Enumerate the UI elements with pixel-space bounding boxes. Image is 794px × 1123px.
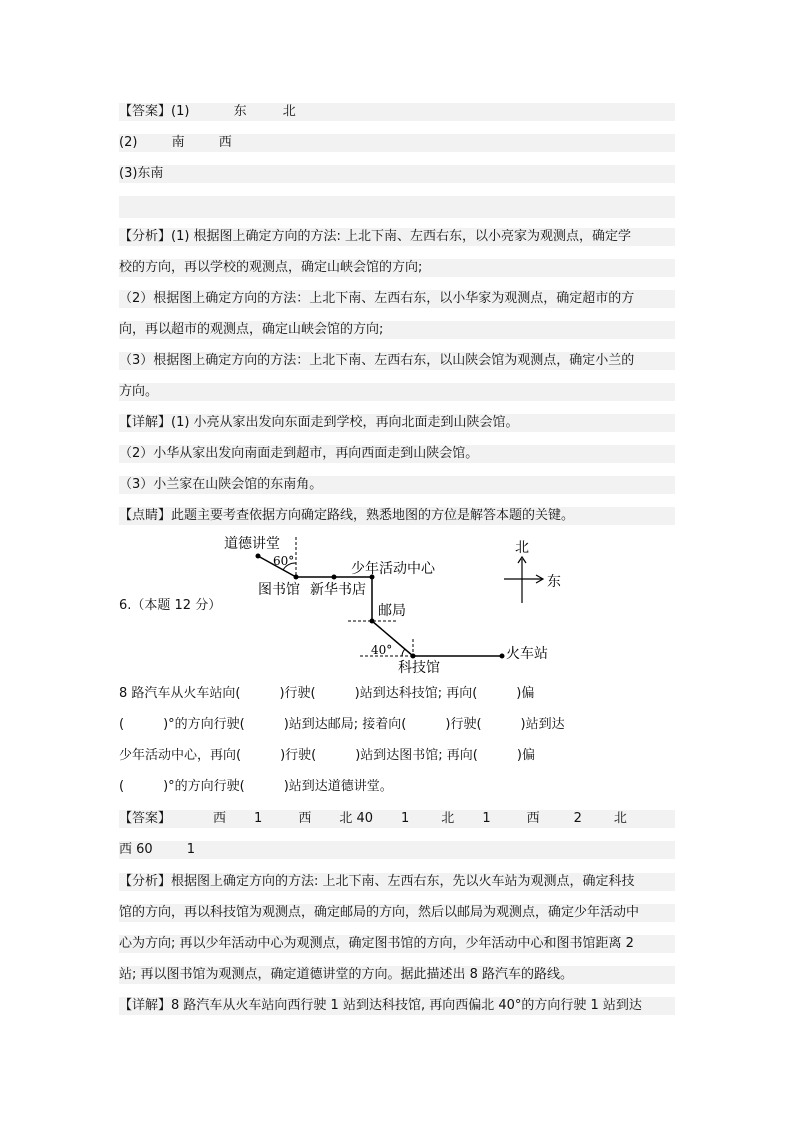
blank-line	[119, 196, 675, 218]
station-dot	[294, 575, 299, 580]
answer-value: 西	[213, 811, 227, 826]
answer-value: 北	[282, 104, 296, 119]
label-huochezhan: 火车站	[506, 646, 548, 662]
label-angle-60: 60°	[273, 554, 295, 568]
label-kejiguan: 科技馆	[398, 660, 440, 676]
answer-value: 1	[186, 842, 195, 857]
question-line: 8 路汽车从火车站向( )行驶( )站到达科技馆; 再向( )偏	[119, 686, 535, 701]
label-angle-40: 40°	[371, 643, 393, 657]
label-tushuguan: 图书馆	[258, 582, 300, 598]
label-shaonian-huodong-zhongxin: 少年活动中心	[351, 561, 435, 577]
station-dot	[411, 654, 416, 659]
key-point-line: 【点睛】此题主要考查依据方向确定路线，熟悉地图的方位是解答本题的关键。	[119, 507, 675, 525]
compass-north-label: 北	[515, 540, 529, 556]
station-dot	[500, 654, 505, 659]
angle-arc	[402, 649, 405, 656]
answer-value: 南	[171, 135, 185, 150]
analysis-line: （2）根据图上确定方向的方法：上北下南、左西右东，以小华家为观测点，确定超市的方	[119, 290, 675, 308]
station-dot	[332, 575, 337, 580]
analysis-line: 【分析】(1) 根据图上确定方向的方法: 上北下南、左西右东，以小亮家为观测点，确定学	[119, 228, 675, 246]
answer-value: 2	[573, 811, 582, 826]
analysis-line: 心为方向; 再以少年活动中心为观测点，确定图书馆的方向，少年活动中心和图书馆距离 2	[119, 935, 675, 953]
answer-item-number: (2)	[119, 135, 138, 150]
label-youju: 邮局	[378, 603, 406, 619]
analysis-line: 站; 再以图书馆为观测点，确定道德讲堂的方向。据此描述出 8 路汽车的路线。	[119, 966, 675, 984]
detail-line: （3）小兰家在山陕会馆的东南角。	[119, 476, 675, 494]
station-dot	[370, 619, 375, 624]
label-daode-jiangtang: 道德讲堂	[224, 536, 280, 552]
question-6-label: 6.（本题 12 分）	[119, 598, 222, 613]
route-map-diagram	[220, 535, 580, 677]
compass-east-label: 东	[547, 574, 561, 590]
answer-value: 1	[482, 811, 491, 826]
detail-line: （2）小华从家出发向南面走到超市，再向西面走到山陕会馆。	[119, 445, 675, 463]
answer-value: 1	[254, 811, 263, 826]
answer-value: 西	[298, 811, 312, 826]
detail-line: 【详解】8 路汽车从火车站向西行驶 1 站到达科技馆, 再向西偏北 40°的方向行驶 1 站到达	[119, 997, 675, 1015]
question-line: ( )°的方向行驶( )站到达道德讲堂。	[119, 779, 393, 794]
detail-line: 【详解】(1) 小亮从家出发向东面走到学校，再向北面走到山陕会馆。	[119, 414, 675, 432]
answer-item-number: (1)	[171, 104, 190, 119]
answer-2-line-2	[119, 841, 675, 859]
answer-value: 北 40	[339, 811, 374, 826]
analysis-line: 方向。	[119, 383, 675, 401]
answer-value: 东	[233, 104, 247, 119]
answer-label: 【答案】	[119, 811, 172, 826]
answer-1-line-2	[119, 134, 675, 152]
answer-value: 西	[218, 135, 232, 150]
question-line: ( )°的方向行驶( )站到达邮局; 接着向( )行驶( )站到达	[119, 717, 565, 732]
answer-2-line-1	[119, 810, 675, 828]
analysis-line: 校的方向，再以学校的观测点，确定山峡会馆的方向;	[119, 259, 675, 277]
question-line: 少年活动中心，再向( )行驶( )站到达图书馆; 再向( )偏	[119, 748, 535, 763]
answer-value: 西 60	[119, 842, 153, 857]
answer-1-line-3: (3)东南	[119, 165, 675, 183]
analysis-line: 【分析】根据图上确定方向的方法: 上北下南、左西右东，先以火车站为观测点，确定科技	[119, 873, 675, 891]
answer-1-line-1	[119, 103, 675, 121]
answer-label: 【答案】	[119, 104, 172, 119]
answer-value: 北	[441, 811, 455, 826]
answer-value: 北	[613, 811, 627, 826]
compass-icon	[504, 557, 543, 603]
analysis-line: 向，再以超市的观测点，确定山峡会馆的方向;	[119, 321, 675, 339]
station-dot	[256, 554, 261, 559]
answer-value: 西	[526, 811, 540, 826]
label-xinhua-shudian: 新华书店	[310, 582, 366, 598]
analysis-line: 馆的方向，再以科技馆为观测点，确定邮局的方向，然后以邮局为观测点，确定少年活动中	[119, 904, 675, 922]
answer-value: 1	[401, 811, 410, 826]
analysis-line: （3）根据图上确定方向的方法：上北下南、左西右东，以山陕会馆为观测点，确定小兰的	[119, 352, 675, 370]
